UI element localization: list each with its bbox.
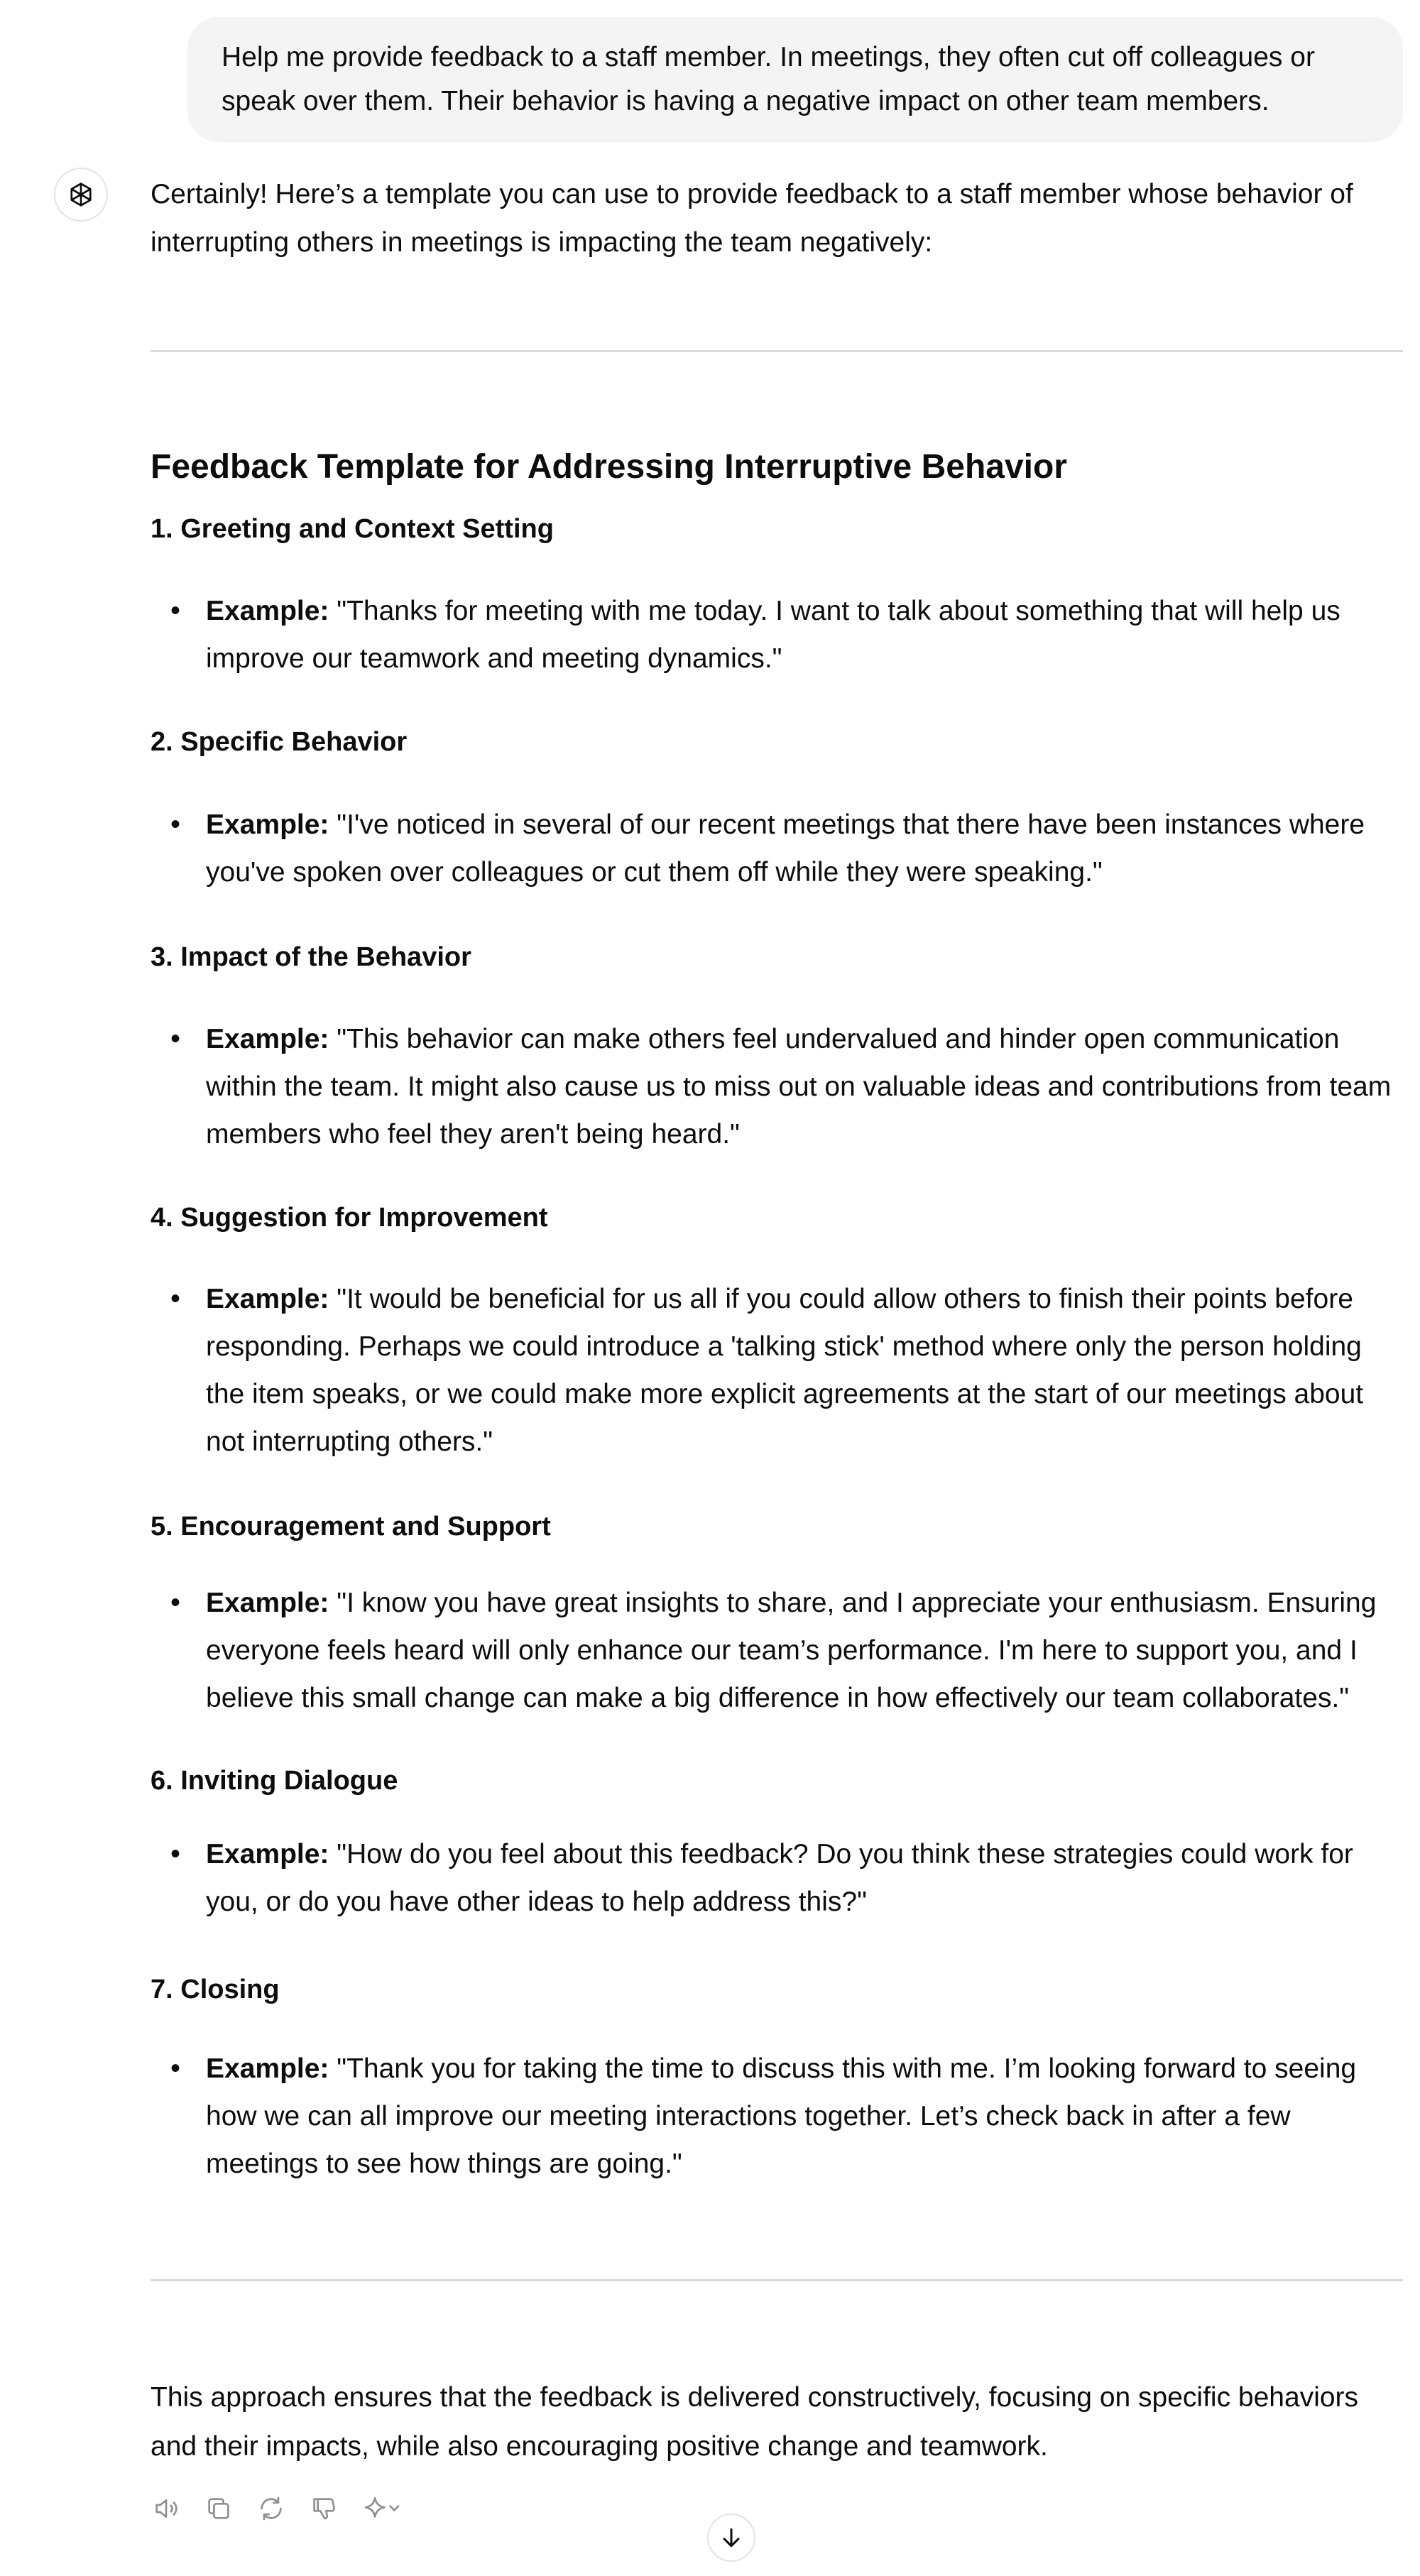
section-example [170,2045,1403,2188]
response-heading: Feedback Template for Addressing Interruptive Behavior [151,448,1067,486]
openai-logo-icon [65,178,97,211]
section-title: 2. Specific Behavior [151,727,408,757]
example-label: Example: [206,1284,329,1314]
example-label: Example: [206,809,329,840]
user-message-text: Help me provide feedback to a staff member. In meetings, they often cut off colleagues or speak over them. Their behavior is having a negative impact on other team members. [222,42,1315,116]
regenerate-button[interactable] [251,2489,291,2528]
assistant-outro: This approach ensures that the feedback is delivered constructively, focusing on specific behaviors and their impacts, while also encouraging positive change and teamwork. [151,2382,1359,2462]
section-title: 5. Encouragement and Support [151,1512,551,1541]
section-example [170,1015,1403,1158]
sparkle-model-icon [362,2494,402,2523]
copy-button[interactable] [199,2489,239,2528]
example-text: "I know you have great insights to share, and I appreciate your enthusiasm. Ensuring everyone feels heard will only enhance our team’s performance. I'm here to support you, and I believe this small change can make a big difference in how effectively our team collaborates." [206,1588,1377,1713]
section-title: 4. Suggestion for Improvement [151,1203,548,1233]
example-label: Example: [206,1839,329,1870]
section-example [170,801,1403,896]
bullet-icon: • [170,809,181,840]
example-text: "Thanks for meeting with me today. I want to talk about something that will help us improve our teamwork and meeting dynamics." [206,596,1340,674]
bad-response-button[interactable] [304,2489,344,2528]
section-example [170,1830,1403,1926]
example-label: Example: [206,596,329,626]
bullet-icon: • [170,1023,181,1054]
section-title: 3. Impact of the Behavior [151,942,471,972]
section-example [170,587,1403,682]
assistant-intro: Certainly! Here’s a template you can use to provide feedback to a staff member whose behavior of interrupting others in meetings is impacting the team negatively: [151,179,1353,258]
section-title: 7. Closing [151,1975,280,2004]
scroll-to-bottom-button[interactable] [707,2514,755,2562]
example-text: "This behavior can make others feel undervalued and hinder open communication within the team. It might also cause us to miss out on valuable ideas and contributions from team members who feel they aren't being heard." [206,1024,1392,1150]
section-example [170,1275,1403,1466]
example-text: "It would be beneficial for us all if you could allow others to finish their points before responding. Perhaps we could introduce a 'talking stick' method where only the person holding the item speaks, or we could make more explicit agreements at the start of our meetings about not interrupting others." [206,1284,1364,1457]
example-label: Example: [206,1588,329,1618]
section-example [170,1579,1403,1722]
assistant-avatar [54,168,108,222]
section-title: 6. Inviting Dialogue [151,1766,398,1796]
arrow-down-icon [717,2523,746,2552]
divider-bottom [151,2279,1403,2281]
copy-icon [204,2494,233,2523]
example-label: Example: [206,1024,329,1054]
section-title: 1. Greeting and Context Setting [151,514,554,544]
example-text: "Thank you for taking the time to discuss this with me. I’m looking forward to seeing how we can all improve our meeting interactions together. Let’s check back in after a few meetings to see how things are going." [206,2053,1357,2179]
read-aloud-button[interactable] [146,2489,186,2528]
example-text: "How do you feel about this feedback? Do you think these strategies could work for you, or do you have other ideas to help address this?" [206,1839,1353,1917]
speaker-icon [152,2494,180,2523]
bullet-icon: • [170,1587,181,1618]
bullet-icon: • [170,1838,181,1870]
bullet-icon: • [170,595,181,626]
regenerate-icon [257,2494,285,2523]
example-text: "I've noticed in several of our recent meetings that there have been instances where you've spoken over colleagues or cut them off while they were speaking." [206,809,1365,888]
bullet-icon: • [170,1283,181,1314]
model-switch-button[interactable] [356,2489,408,2528]
divider-top [151,350,1403,352]
message-actions [146,2489,408,2528]
example-label: Example: [206,2053,329,2084]
user-message-bubble [187,17,1403,142]
assistant-message [151,170,1403,2462]
bullet-icon: • [170,2053,181,2084]
thumbs-down-icon [310,2494,338,2523]
